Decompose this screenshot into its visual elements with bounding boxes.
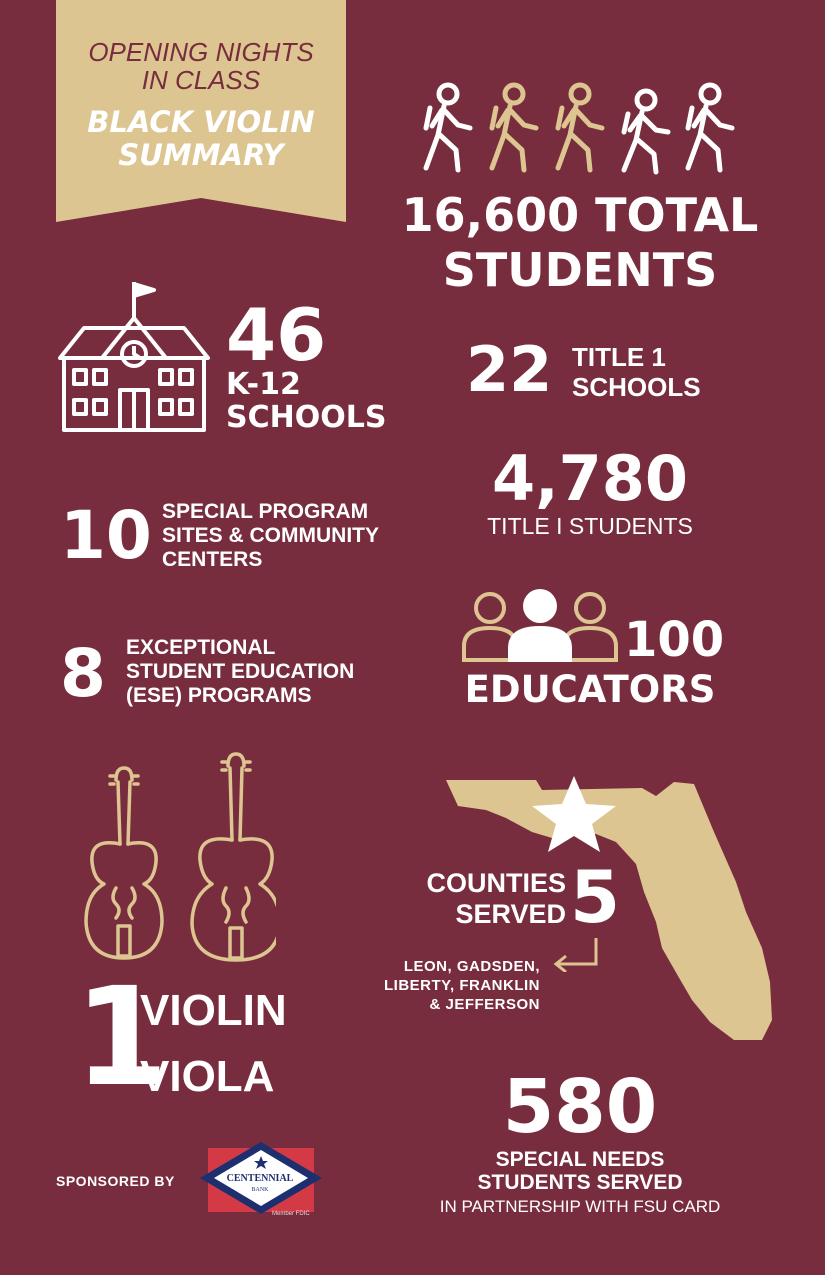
special-program-label-line1: SPECIAL PROGRAM: [162, 500, 369, 523]
banner-title-line2: IN CLASS: [141, 65, 261, 95]
bank-name: CENTENNIAL: [226, 1173, 294, 1184]
violin-icon: [86, 768, 162, 958]
total-students: [380, 188, 780, 298]
banner-title-line1: OPENING NIGHTS: [88, 37, 314, 67]
schools-label-line1: K-12: [226, 367, 301, 402]
total-students-line2: STUDENTS: [442, 243, 718, 297]
title1-schools-label-line2: SCHOOLS: [572, 372, 701, 402]
walking-student-icon: [426, 85, 470, 170]
educators-value: 100: [624, 612, 725, 668]
counties-label-line2: SERVED: [455, 899, 566, 929]
arrow-icon: [548, 936, 604, 972]
star-icon: [532, 776, 616, 852]
counties-list: [340, 957, 540, 1014]
schools-label-line2: SCHOOLS: [226, 400, 387, 435]
walking-student-icon: [558, 85, 602, 170]
counties-list-line3: & JEFFERSON: [429, 996, 540, 1013]
walking-students-icons: [418, 80, 738, 176]
title1-students-label: TITLE I STUDENTS: [487, 513, 693, 539]
banner-subtitle-line2: SUMMARY: [118, 138, 284, 172]
ese-label: [126, 636, 406, 708]
educators-label: EDUCATORS: [464, 668, 716, 711]
banner-title: [56, 38, 346, 94]
counties-value: 5: [570, 855, 621, 939]
special-needs-label: [420, 1148, 740, 1194]
special-needs-label-line2: STUDENTS SERVED: [477, 1171, 683, 1194]
viola-label: VIOLA: [140, 1052, 275, 1101]
special-needs-label-line1: SPECIAL NEEDS: [495, 1148, 665, 1171]
schools-value: 46: [226, 293, 327, 377]
title1-schools-value: 22: [466, 333, 553, 406]
counties-list-line1: LEON, GADSDEN,: [403, 958, 540, 975]
ese-label-line1: EXCEPTIONAL: [126, 636, 276, 659]
schools-label: [226, 368, 426, 434]
bank-fdic: Member FDIC: [272, 1211, 310, 1217]
special-needs-partner: IN PARTNERSHIP WITH FSU CARD: [439, 1197, 721, 1216]
banner-subtitle-line1: BLACK VIOLIN: [87, 105, 315, 139]
sponsored-by-label: SPONSORED BY: [56, 1173, 175, 1189]
walking-student-icon: [688, 85, 732, 170]
viola-icon: [192, 754, 276, 960]
ese-label-line3: (ESE) PROGRAMS: [126, 684, 312, 707]
title1-schools-label-line1: TITLE 1: [572, 342, 666, 372]
special-needs-value: 580: [502, 1064, 658, 1150]
special-program-label: [162, 500, 422, 572]
bank-sub: BANK: [251, 1187, 269, 1193]
violin-label: VIOLIN: [140, 986, 287, 1035]
ese-value: 8: [60, 635, 106, 712]
title1-students-value: 4,780: [491, 442, 689, 515]
counties-list-line2: LIBERTY, FRANKLIN: [384, 977, 540, 994]
educators-group-icon: [462, 588, 618, 662]
ese-label-line2: STUDENT EDUCATION: [126, 660, 355, 683]
string-instruments-icons: [76, 752, 276, 964]
special-program-label-line2: SITES & COMMUNITY: [162, 524, 380, 547]
special-program-value: 10: [60, 497, 152, 574]
walking-student-icon: [492, 85, 536, 170]
walking-student-icon: [624, 91, 668, 172]
counties-label-line1: COUNTIES: [426, 868, 566, 898]
counties-label: [400, 868, 566, 930]
banner-subtitle: [56, 106, 346, 172]
total-students-line1: 16,600 TOTAL: [401, 188, 759, 242]
instruments-value: 1: [74, 959, 169, 1117]
title1-schools-label: [572, 342, 752, 402]
special-program-label-line3: CENTERS: [162, 548, 263, 571]
school-building-icon: [56, 278, 212, 434]
